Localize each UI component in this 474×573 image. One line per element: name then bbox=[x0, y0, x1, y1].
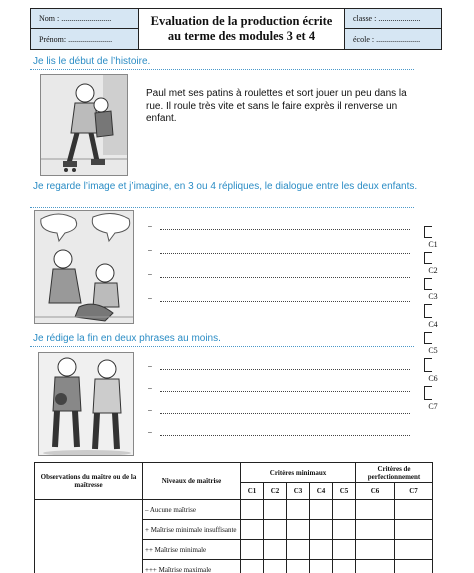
section-divider bbox=[30, 207, 414, 208]
grade-cell[interactable] bbox=[395, 560, 433, 573]
section-divider bbox=[30, 346, 414, 347]
grade-cell[interactable] bbox=[264, 500, 287, 520]
criteria-bracket bbox=[424, 358, 432, 372]
grade-cell[interactable] bbox=[264, 540, 287, 560]
grade-cell[interactable] bbox=[356, 520, 395, 540]
dialogue-line-3[interactable]: – bbox=[148, 271, 152, 278]
grade-cell[interactable] bbox=[333, 520, 356, 540]
student-info bbox=[31, 9, 139, 49]
evaluation-header bbox=[30, 8, 442, 50]
writing-line bbox=[160, 253, 410, 254]
writing-line bbox=[160, 301, 410, 302]
writing-line bbox=[160, 369, 410, 370]
writing-line bbox=[160, 277, 410, 278]
prenom-field[interactable]: Prénom: ...................... bbox=[39, 34, 113, 44]
grade-cell[interactable] bbox=[356, 560, 395, 573]
grade-cell[interactable] bbox=[287, 500, 310, 520]
dialogue-line-4[interactable]: – bbox=[148, 295, 152, 302]
criteria-bracket bbox=[424, 304, 432, 318]
criteria-bracket bbox=[424, 252, 432, 264]
grade-cell[interactable] bbox=[356, 540, 395, 560]
criteria-label-c5: C5 bbox=[428, 346, 438, 355]
dialogue-line-2[interactable]: – bbox=[148, 247, 152, 254]
criteria-label-c4: C4 bbox=[428, 320, 438, 329]
grade-cell[interactable] bbox=[310, 560, 333, 573]
level-row-label: + Maîtrise minimale insuffisante bbox=[143, 520, 241, 540]
grade-cell[interactable] bbox=[395, 500, 433, 520]
illustration-two-boys bbox=[38, 352, 134, 456]
ending-line-2[interactable]: – bbox=[148, 385, 152, 392]
school-info bbox=[345, 9, 441, 49]
table-col-c2: C2 bbox=[264, 483, 287, 500]
grade-cell[interactable] bbox=[241, 560, 264, 573]
ending-line-4[interactable]: – bbox=[148, 429, 152, 436]
writing-line bbox=[160, 435, 410, 436]
grade-cell[interactable] bbox=[333, 540, 356, 560]
grade-cell[interactable] bbox=[310, 520, 333, 540]
grade-cell[interactable] bbox=[287, 520, 310, 540]
criteria-bracket bbox=[424, 332, 432, 344]
title-line-2: au terme des modules 3 et 4 bbox=[167, 29, 316, 43]
criteria-bracket bbox=[424, 226, 432, 238]
section-heading-read: Je lis le début de l’histoire. bbox=[33, 56, 151, 67]
ending-line-1[interactable]: – bbox=[148, 363, 152, 370]
table-col-c7: C7 bbox=[395, 483, 433, 500]
title-block bbox=[139, 9, 345, 49]
grade-cell[interactable] bbox=[333, 500, 356, 520]
section-heading-ending: Je rédige la fin en deux phrases au moins. bbox=[33, 333, 221, 344]
observations-header: Observations du maître ou de la maîtresse bbox=[35, 463, 143, 500]
table-col-c5: C5 bbox=[333, 483, 356, 500]
writing-line bbox=[160, 229, 410, 230]
table-col-c6: C6 bbox=[356, 483, 395, 500]
grade-cell[interactable] bbox=[333, 560, 356, 573]
ecole-field[interactable]: école : ...................... bbox=[353, 34, 421, 44]
grade-cell[interactable] bbox=[287, 560, 310, 573]
level-row-label: ++ Maîtrise minimale bbox=[143, 540, 241, 560]
story-beginning: Paul met ses patins à roulettes et sort jouer un peu dans la rue. Il roule très vite et sans le faire exprès il renverse un enfant. bbox=[146, 88, 407, 124]
table-col-c4: C4 bbox=[310, 483, 333, 500]
observations-cell[interactable] bbox=[35, 500, 143, 573]
grade-cell[interactable] bbox=[264, 560, 287, 573]
grade-cell[interactable] bbox=[310, 500, 333, 520]
table-col-c3: C3 bbox=[287, 483, 310, 500]
section-divider bbox=[30, 69, 414, 70]
illustration-skater-collision bbox=[40, 74, 128, 176]
evaluation-table bbox=[34, 462, 433, 573]
nom-field[interactable]: Nom : ......................... bbox=[31, 9, 138, 29]
criteria-label-c7: C7 bbox=[428, 402, 438, 411]
grade-cell[interactable] bbox=[264, 520, 287, 540]
grade-cell[interactable] bbox=[356, 500, 395, 520]
grade-cell[interactable] bbox=[395, 540, 433, 560]
illustration-children-fallen bbox=[34, 210, 134, 324]
writing-line bbox=[160, 391, 410, 392]
grade-cell[interactable] bbox=[310, 540, 333, 560]
table-col-c1: C1 bbox=[241, 483, 264, 500]
dialogue-line-1[interactable]: – bbox=[148, 223, 152, 230]
classe-field[interactable]: classe : ..................... bbox=[345, 9, 441, 29]
criteria-label-c6: C6 bbox=[428, 374, 438, 383]
level-row-label: – Aucune maîtrise bbox=[143, 500, 241, 520]
grade-cell[interactable] bbox=[287, 540, 310, 560]
grade-cell[interactable] bbox=[395, 520, 433, 540]
niveaux-header: Niveaux de maîtrise bbox=[143, 463, 241, 500]
title-line-1: Evaluation de la production écrite bbox=[150, 14, 333, 28]
criteria-bracket bbox=[424, 278, 432, 290]
grade-cell[interactable] bbox=[241, 520, 264, 540]
grade-cell[interactable] bbox=[241, 540, 264, 560]
section-heading-dialogue: Je regarde l’image et j’imagine, en 3 ou 4 répliques, le dialogue entre les deux enfants. bbox=[33, 181, 418, 192]
level-row-label: +++ Maîtrise maximale bbox=[143, 560, 241, 573]
grade-cell[interactable] bbox=[241, 500, 264, 520]
criteres-perfectionnement-header: Critères de perfectionnement bbox=[356, 463, 433, 483]
criteres-minimaux-header: Critères minimaux bbox=[241, 463, 356, 483]
criteria-label-c3: C3 bbox=[428, 292, 438, 301]
criteria-label-c2: C2 bbox=[428, 266, 438, 275]
criteria-label-c1: C1 bbox=[428, 240, 438, 249]
criteria-bracket bbox=[424, 386, 432, 400]
ending-line-3[interactable]: – bbox=[148, 407, 152, 414]
writing-line bbox=[160, 413, 410, 414]
